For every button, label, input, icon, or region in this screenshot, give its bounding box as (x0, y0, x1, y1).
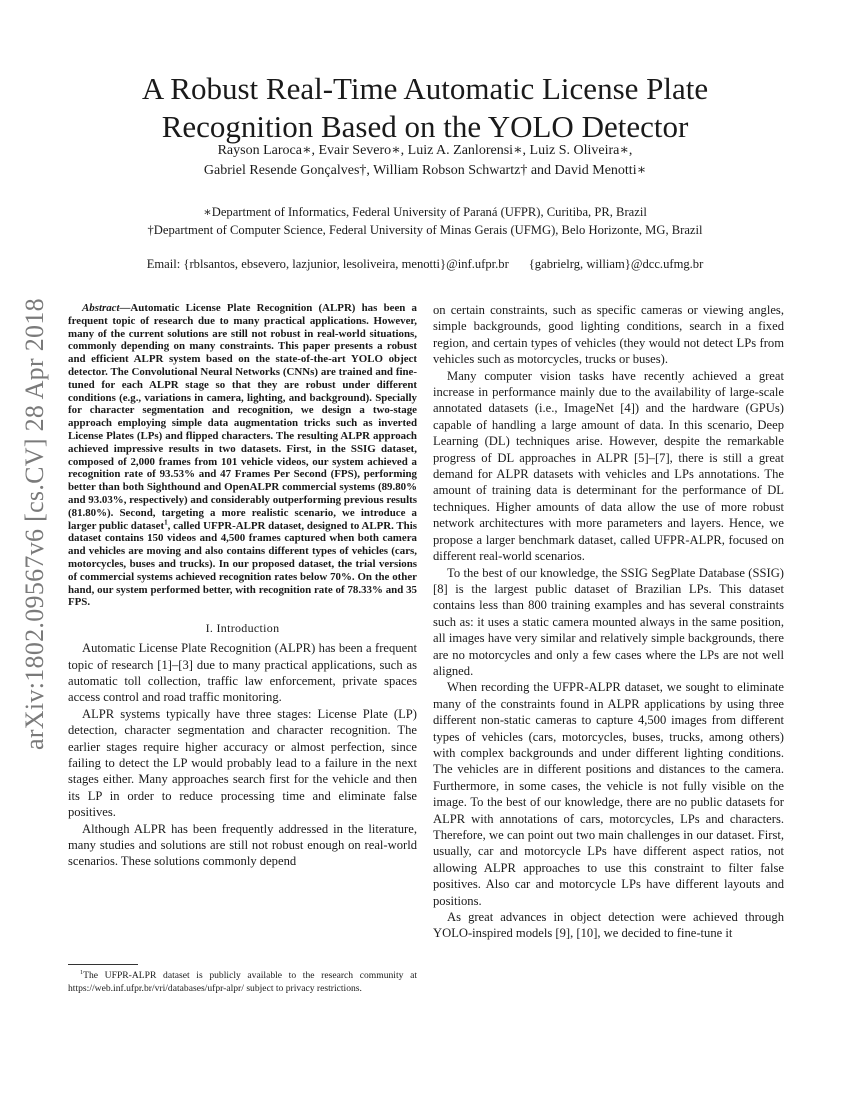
abstract-text-a: —Automatic License Plate Recognition (ALPR) has been a frequent topic of research due to many practical applications. However, many of the current solutions are still not robust in real-world situations, commonly depending on many constraints. This paper presents a robust and efficient ALPR system based on the state-of-the-art YOLO object detector. The Convolutional Neural Networks (CNNs) are trained and fine-tuned for each ALPR stage so that they are robust under different conditions (e.g., variations in camera, lighting, and background). Specially for character segmentation and recognition, we design a two-stage approach employing simple data augmentation tricks such as inverted License Plates (LPs) and flipped characters. The resulting ALPR approach achieved impressive results in two datasets. First, in the SSIG dataset, composed of 2,000 frames from 101 vehicle videos, our system achieved a recognition rate of 93.53% and 47 Frames Per Second (FPS), performing better than both Sighthound and OpenALPR commercial systems (89.80% and 93.03%, respectively) and considerably outperforming previous results (81.80%). Second, targeting a more realistic scenario, we introduce a larger public dataset (68, 302, 417, 532)
paper-title (60, 70, 790, 146)
footnote-mark: 1 (80, 968, 84, 976)
left-column (68, 302, 417, 870)
intro-paragraph-2: ALPR systems typically have three stages: License Plate (LP) detection, character segmentation and character recognition. The earlier stages require higher accuracy or almost perfection, since failing to detect the LP would probably lead to a failure in the next stages either. Many approaches search first for the vehicle and then its LP in order to reduce processing time and eliminate false positives. (68, 706, 417, 820)
section-heading-introduction: I. Introduction (205, 621, 280, 636)
intro-paragraph-6: When recording the UFPR-ALPR dataset, we sought to eliminate many of the constraints found in ALPR applications by using three different non-static cameras to capture 4,500 images from different types of vehicles (cars, motorcycles, buses, trucks, among others) with complex backgrounds and under different lighting conditions. The vehicles are in different positions and distances to the camera. Furthermore, in some cases, the vehicle is not fully visible on the image. To the best of our knowledge, there are no public datasets for ALPR with annotations of cars, motorcycles, LPs and characters. Therefore, we can point out two main challenges in our dataset. First, usually, car and motorcycle LPs have different aspect ratios, not allowing ALPR approaches to use this constraint to filter false positives. Also car and motorcycle LPs have different layouts and positions. (433, 680, 784, 908)
affiliation-ufmg: †Department of Computer Science, Federal University of Minas Gerais (UFMG), Belo Horizonte, MG, Brazil (147, 223, 703, 237)
authors-line-2: Gabriel Resende Gonçalves†, William Robson Schwartz† and David Menotti∗ (203, 163, 647, 178)
abstract (68, 302, 417, 609)
email-line (60, 256, 790, 272)
footnote-text: The UFPR-ALPR dataset is publicly available to the research community at https://web.inf.ufpr.br/vri/databases/ufpr-alpr/ subject to privacy restrictions. (68, 970, 417, 994)
email-ufmg: {gabrielrg, william}@dcc.ufmg.br (528, 257, 704, 271)
author-list (60, 141, 790, 181)
intro-paragraph-5: To the best of our knowledge, the SSIG SegPlate Database (SSIG) [8] is the largest public dataset of Brazilian LPs. This dataset contains less than 800 training examples and has several constraints such as: it uses a static camera mounted always in the same position, all images have very similar and relatively simple backgrounds, there are no motorcycles and only a few cases where the LPs are not well aligned. (433, 565, 784, 678)
affiliations (60, 203, 790, 239)
abstract-text-b: , called UFPR-ALPR dataset, designed to ALPR. This dataset contains 150 videos and 4,500 frames captured when both camera and vehicles are moving and also contains different types of vehicles (cars, motorcycles, buses and trucks). In our proposed dataset, the trial versions of commercial systems achieved recognition rates below 70%. On the other hand, our system performed better, with recognition rate of 78.33% and 35 FPS. (68, 519, 417, 609)
footnote (68, 970, 417, 995)
affiliation-ufpr: ∗Department of Informatics, Federal University of Paraná (UFPR), Curitiba, PR, Brazil (203, 205, 647, 219)
email-ufpr: Email: {rblsantos, ebsevero, lazjunior, lesoliveira, menotti}@inf.ufpr.br (146, 257, 509, 271)
intro-paragraph-7: As great advances in object detection were achieved through YOLO-inspired models [9], [10], we decided to fine-tune it (433, 910, 784, 941)
title-line-1: A Robust Real-Time Automatic License Plate (141, 71, 709, 106)
footnote-divider (68, 964, 138, 965)
right-column (433, 302, 784, 942)
intro-paragraph-4: Many computer vision tasks have recently achieved a great increase in performance mainly due to the availability of large-scale annotated datasets (i.e., ImageNet [4]) and the hardware (GPUs) capable of handling a large amount of data. In this scenario, Deep Learning (DL) techniques arise. However, despite the remarkable progress of DL approaches in ALPR [5]–[7], there is still a great demand for ALPR datasets with vehicles and LPs annotations. The amount of training data is determinant for the performance of DL techniques. Higher amounts of data allow the use of more robust network architectures with more parameters and layers. Hence, we propose a larger benchmark dataset, called UFPR-ALPR, focused on different real-world scenarios. (433, 368, 784, 564)
arxiv-stamp: arXiv:1802.09567v6 [cs.CV] 28 Apr 2018 (20, 298, 49, 750)
title-line-2: Recognition Based on the YOLO Detector (161, 109, 689, 144)
intro-paragraph-3: Although ALPR has been frequently addressed in the literature, many studies and solutions are still not robust enough on real-world scenarios. These solutions commonly depend (68, 821, 417, 869)
footnote-reference: 1 (164, 517, 168, 526)
intro-paragraph-3-continued: on certain constraints, such as specific cameras or viewing angles, simple backgrounds, good lighting conditions, search in a fixed region, and certain types of vehicles (they would not detect LPs from vehicles such as motorcycles, trucks or buses). (433, 303, 784, 367)
authors-line-1: Rayson Laroca∗, Evair Severo∗, Luiz A. Zanlorensi∗, Luiz S. Oliveira∗, (217, 143, 633, 158)
intro-paragraph-1: Automatic License Plate Recognition (ALPR) has been a frequent topic of research [1]–[3] due to many practical applications, such as automatic toll collection, traffic law enforcement, private spaces access control and road traffic monitoring. (68, 641, 417, 705)
abstract-label: Abstract (82, 302, 120, 314)
